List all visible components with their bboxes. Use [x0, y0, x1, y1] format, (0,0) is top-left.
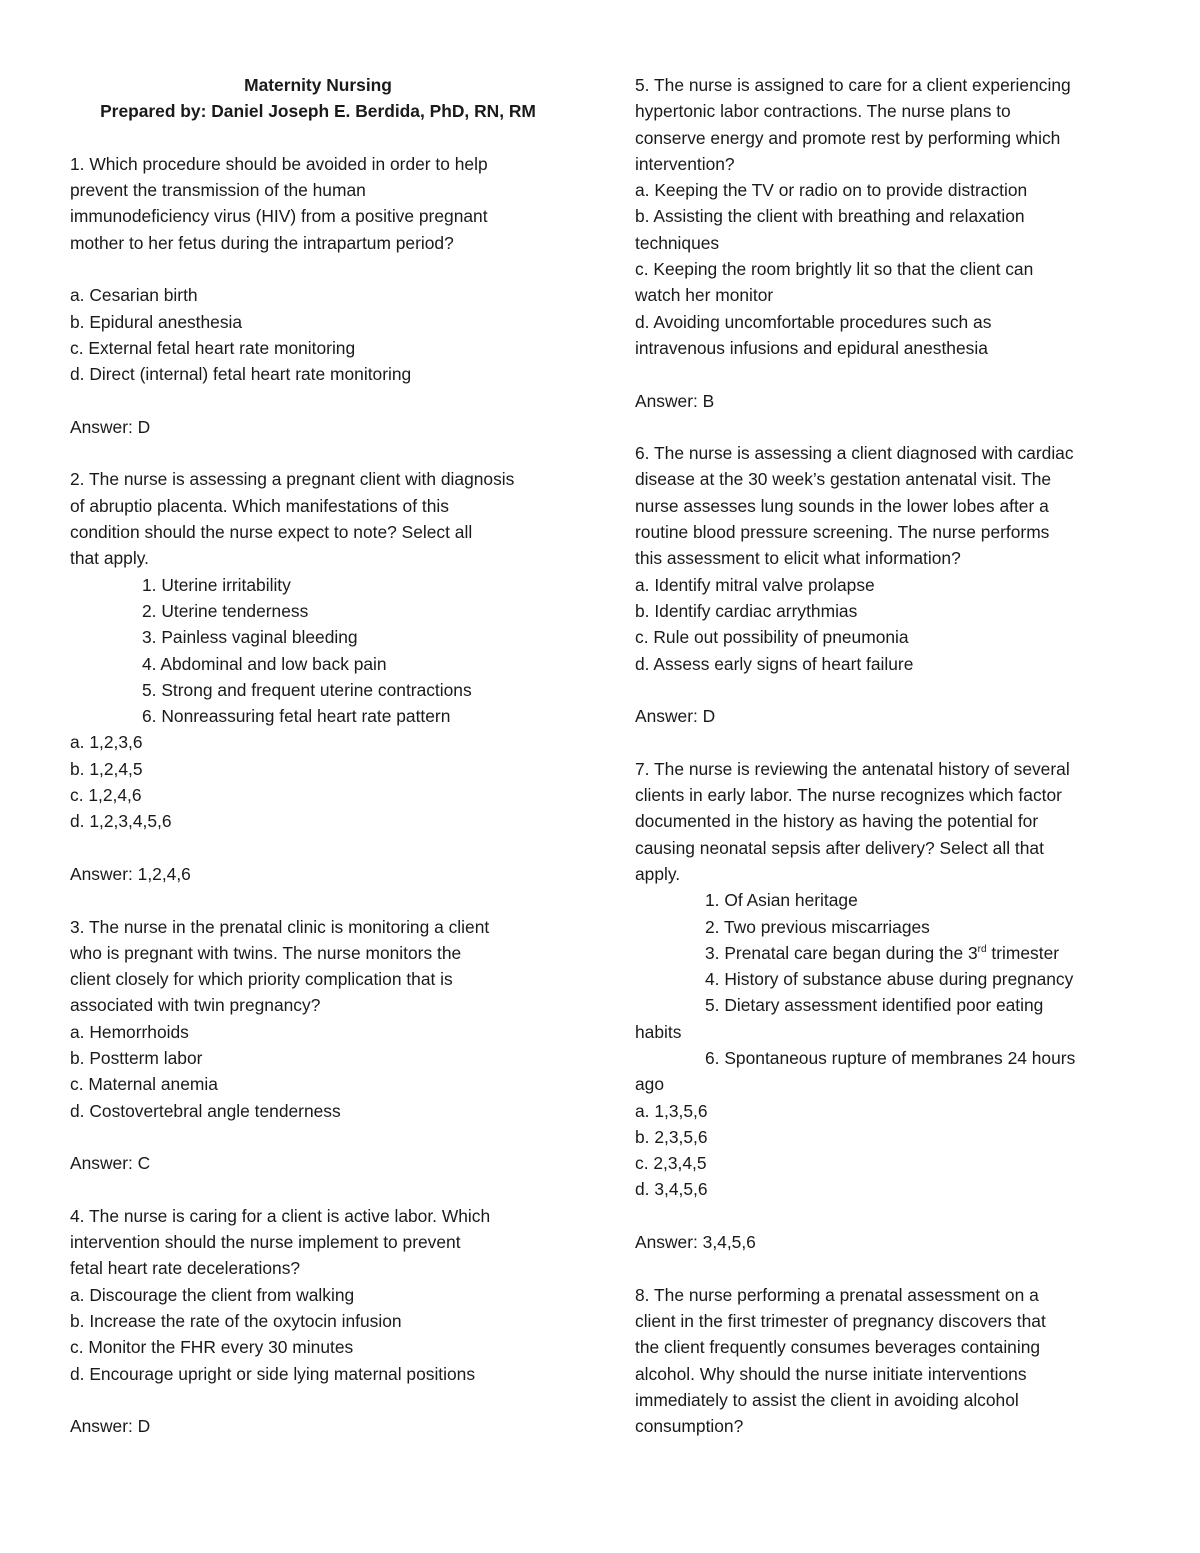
item-text: trimester: [986, 942, 1060, 963]
question-1: [70, 151, 570, 440]
answer-option: c. 1,2,4,6: [70, 785, 142, 806]
numbered-item: 2. Two previous miscarriages: [705, 916, 930, 937]
question-stem: clients in early labor. The nurse recognizes which factor: [635, 785, 1062, 806]
answer-option: watch her monitor: [635, 285, 774, 306]
document-author: Prepared by: Daniel Joseph E. Berdida, PhD, RN, RM: [100, 101, 536, 122]
question-stem: consumption?: [635, 1416, 744, 1437]
answer-option: c. Maternal anemia: [70, 1074, 218, 1095]
question-8: [635, 1282, 1135, 1440]
numbered-item: 6. Nonreassuring fetal heart rate pattern: [142, 706, 451, 727]
numbered-item-continuation: habits: [635, 1021, 682, 1042]
question-stem: documented in the history as having the potential for: [635, 811, 1039, 832]
answer-option: a. Cesarian birth: [70, 285, 198, 306]
numbered-item: 1. Of Asian heritage: [705, 890, 858, 911]
question-stem: associated with twin pregnancy?: [70, 995, 321, 1016]
question-5: [635, 72, 1135, 414]
answer-option: b. Increase the rate of the oxytocin infusion: [70, 1310, 402, 1331]
numbered-item: 5. Dietary assessment identified poor eating: [705, 995, 1044, 1016]
question-stem: who is pregnant with twins. The nurse monitors the: [70, 942, 462, 963]
numbered-item: 3. Painless vaginal bleeding: [142, 627, 358, 648]
question-stem: 1. Which procedure should be avoided in order to help: [70, 153, 488, 174]
answer-option: b. Assisting the client with breathing and relaxation: [635, 206, 1025, 227]
answer-key: Answer: D: [635, 706, 716, 727]
question-stem: 3. The nurse in the prenatal clinic is monitoring a client: [70, 916, 490, 937]
question-stem: client in the first trimester of pregnancy discovers that: [635, 1310, 1046, 1331]
question-stem: disease at the 30 week’s gestation antenatal visit. The: [635, 469, 1052, 490]
question-7: [635, 756, 1135, 1256]
question-stem: 8. The nurse performing a prenatal assessment on a: [635, 1284, 1039, 1305]
question-stem: condition should the nurse expect to note? Select all: [70, 522, 473, 543]
answer-option: d. 1,2,3,4,5,6: [70, 811, 172, 832]
answer-option: a. Discourage the client from walking: [70, 1284, 355, 1305]
answer-option: d. Direct (internal) fetal heart rate monitoring: [70, 364, 412, 385]
numbered-item-continuation: ago: [635, 1074, 665, 1095]
answer-key: Answer: 1,2,4,6: [70, 863, 191, 884]
ordinal-suffix: rd: [977, 944, 987, 955]
question-3: [70, 914, 570, 1177]
numbered-item: [635, 940, 1135, 966]
answer-option: b. 1,2,4,5: [70, 758, 143, 779]
numbered-item: 1. Uterine irritability: [142, 574, 291, 595]
answer-option: b. Postterm labor: [70, 1047, 203, 1068]
question-stem: conserve energy and promote rest by performing which: [635, 127, 1061, 148]
question-2: [70, 466, 570, 887]
question-stem: that apply.: [70, 548, 149, 569]
item-text: 3. Prenatal care began during the 3: [705, 942, 978, 963]
numbered-item: 5. Strong and frequent uterine contractions: [142, 679, 472, 700]
question-stem: immediately to assist the client in avoiding alcohol: [635, 1389, 1019, 1410]
question-stem: prevent the transmission of the human: [70, 180, 366, 201]
question-stem: apply.: [635, 863, 681, 884]
answer-option: a. Hemorrhoids: [70, 1021, 189, 1042]
question-4: [70, 1203, 570, 1440]
answer-option: d. Costovertebral angle tenderness: [70, 1100, 341, 1121]
question-stem: alcohol. Why should the nurse initiate interventions: [635, 1363, 1027, 1384]
answer-option: d. Encourage upright or side lying maternal positions: [70, 1363, 476, 1384]
answer-option: b. Epidural anesthesia: [70, 311, 243, 332]
question-stem: 4. The nurse is caring for a client is active labor. Which: [70, 1205, 491, 1226]
right-column: [635, 72, 1135, 1439]
question-stem: intervention should the nurse implement to prevent: [70, 1232, 461, 1253]
answer-key: Answer: C: [70, 1153, 151, 1174]
answer-option: a. Identify mitral valve prolapse: [635, 574, 875, 595]
question-stem: hypertonic labor contractions. The nurse plans to: [635, 101, 1011, 122]
numbered-item: 2. Uterine tenderness: [142, 600, 309, 621]
question-stem: fetal heart rate decelerations?: [70, 1258, 301, 1279]
question-stem: 6. The nurse is assessing a client diagnosed with cardiac: [635, 443, 1074, 464]
answer-option: a. Keeping the TV or radio on to provide distraction: [635, 180, 1028, 201]
question-stem: 2. The nurse is assessing a pregnant client with diagnosis: [70, 469, 515, 490]
answer-option: a. 1,3,5,6: [635, 1100, 708, 1121]
answer-option: d. Avoiding uncomfortable procedures such as: [635, 311, 992, 332]
numbered-item: 4. Abdominal and low back pain: [142, 653, 387, 674]
numbered-item: 4. History of substance abuse during pregnancy: [705, 969, 1074, 990]
question-stem: intervention?: [635, 153, 735, 174]
answer-option: techniques: [635, 232, 720, 253]
answer-option: c. External fetal heart rate monitoring: [70, 337, 356, 358]
answer-option: b. 2,3,5,6: [635, 1126, 708, 1147]
answer-key: Answer: D: [70, 416, 151, 437]
answer-option: c. Rule out possibility of pneumonia: [635, 627, 909, 648]
question-6: [635, 440, 1135, 729]
question-stem: client closely for which priority complication that is: [70, 969, 453, 990]
answer-option: d. 3,4,5,6: [635, 1179, 708, 1200]
question-stem: 5. The nurse is assigned to care for a client experiencing: [635, 75, 1071, 95]
answer-option: c. 2,3,4,5: [635, 1153, 707, 1174]
question-stem: routine blood pressure screening. The nurse performs: [635, 522, 1050, 543]
question-stem: causing neonatal sepsis after delivery? Select all that: [635, 837, 1044, 858]
question-stem: immunodeficiency virus (HIV) from a positive pregnant: [70, 206, 488, 227]
question-stem: of abruptio placenta. Which manifestations of this: [70, 495, 449, 516]
answer-option: a. 1,2,3,6: [70, 732, 143, 753]
answer-key: Answer: B: [635, 390, 715, 411]
answer-option: b. Identify cardiac arrythmias: [635, 600, 858, 621]
question-stem: this assessment to elicit what information?: [635, 548, 961, 569]
question-stem: 7. The nurse is reviewing the antenatal history of several: [635, 758, 1070, 779]
numbered-item: 6. Spontaneous rupture of membranes 24 hours: [705, 1047, 1076, 1068]
question-stem: the client frequently consumes beverages containing: [635, 1337, 1041, 1358]
answer-option: d. Assess early signs of heart failure: [635, 653, 914, 674]
answer-key: Answer: D: [70, 1416, 151, 1437]
left-column: [70, 72, 570, 1439]
answer-option: c. Monitor the FHR every 30 minutes: [70, 1337, 354, 1358]
answer-option: c. Keeping the room brightly lit so that the client can: [635, 259, 1034, 280]
answer-key: Answer: 3,4,5,6: [635, 1232, 756, 1253]
answer-option: intravenous infusions and epidural anesthesia: [635, 337, 988, 358]
question-stem: nurse assesses lung sounds in the lower lobes after a: [635, 495, 1049, 516]
question-stem: mother to her fetus during the intrapartum period?: [70, 232, 454, 253]
document-title: Maternity Nursing: [244, 75, 392, 95]
